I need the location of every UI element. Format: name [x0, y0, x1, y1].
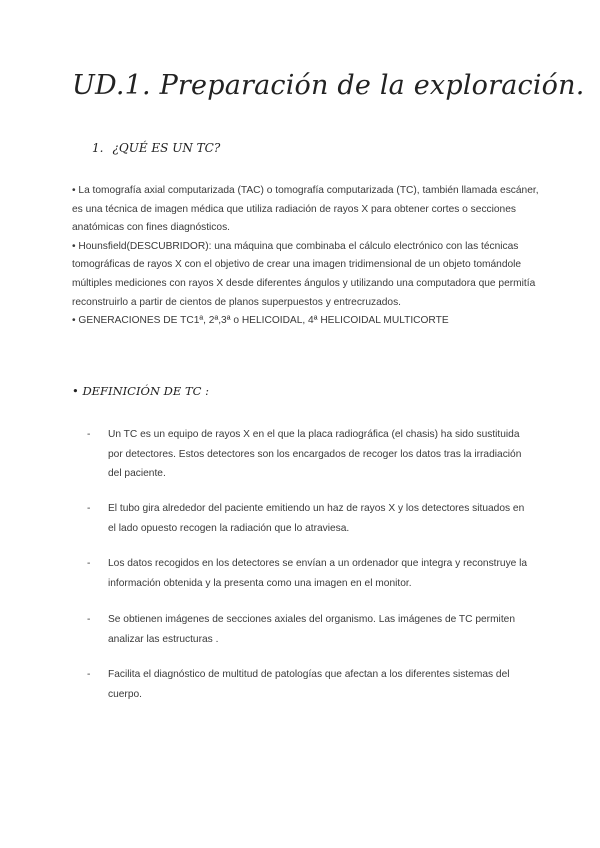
definition-heading: • DEFINICIÓN DE TC :	[72, 384, 209, 398]
list-item	[87, 499, 527, 538]
list-item	[87, 425, 527, 484]
list-item-text: Facilita el diagnóstico de multitud de patologías que afectan a los diferentes sistemas del cuerpo.	[108, 669, 510, 700]
list-item-text: El tubo gira alrededor del paciente emitiendo un haz de rayos X y los detectores situados en el lado opuesto recogen la radiación que lo atraviesa.	[108, 503, 525, 534]
list-item-text: Se obtienen imágenes de secciones axiales del organismo. Las imágenes de TC permiten analizar las estructuras .	[108, 614, 515, 645]
document-title: UD.1. Preparación de la exploración.	[72, 70, 585, 101]
section-heading	[92, 141, 220, 155]
list-bullet: -	[87, 614, 91, 625]
list-item	[87, 665, 527, 704]
intro-paragraph-tac: • La tomografía axial computarizada (TAC) o tomografía computarizada (TC), también llamada escáner, es una técnica de imagen médica que utiliza radiación de rayos X para obtener cortes o secciones anatómicas con fines diagnósticos.	[72, 185, 539, 234]
intro-paragraph-generaciones: • GENERACIONES DE TC1ª, 2ª,3ª o HELICOIDAL, 4ª HELICOIDAL MULTICORTE	[72, 315, 449, 327]
list-bullet: -	[87, 503, 91, 514]
intro-block	[72, 182, 542, 331]
list-item	[87, 610, 527, 649]
section-number: 1.	[92, 141, 104, 155]
list-bullet: -	[87, 558, 91, 569]
section-heading-text: ¿QUÉ ES UN TC?	[112, 141, 221, 155]
list-item-text: Un TC es un equipo de rayos X en el que la placa radiográfica (el chasis) ha sido sustituida por detectores. Estos detectores son los encargados de recoger los datos tras la irradiación del paciente.	[108, 429, 522, 479]
list-item	[87, 554, 527, 593]
list-item-text: Los datos recogidos en los detectores se envían a un ordenador que integra y reconstruye la información obtenida y la presenta como una imagen en el monitor.	[108, 558, 528, 589]
list-bullet: -	[87, 429, 91, 440]
intro-paragraph-hounsfield: • Hounsfield(DESCUBRIDOR): una máquina que combinaba el cálculo electrónico con las técnicas tomográficas de rayos X con el objetivo de crear una imagen tridimensional de un objeto tomándole múltiples mediciones con rayos X desde diferentes ángulos y utilizando una computadora que permitía reconstruirlo a partir de cientos de planos superpuestos y entrecruzados.	[72, 240, 536, 308]
list-bullet: -	[87, 669, 91, 680]
